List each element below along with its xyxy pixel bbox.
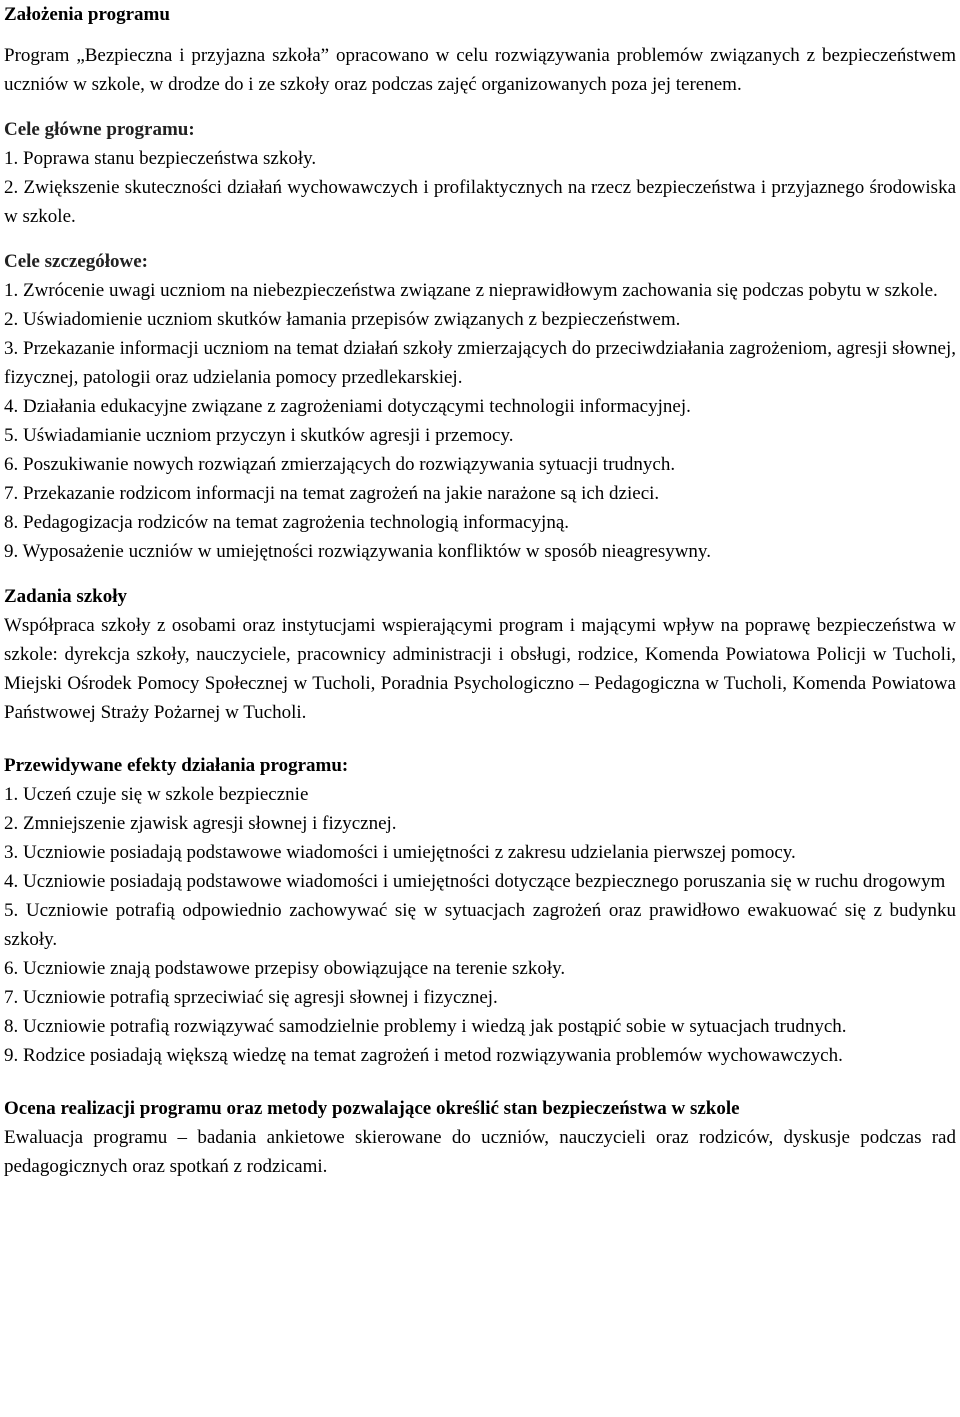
list-item: 4. Uczniowie posiadają podstawowe wiadomości i umiejętności dotyczące bezpiecznego poruszania się w ruchu drogowym [4, 871, 946, 892]
evaluation-section [4, 1094, 956, 1181]
list-item: 8. Uczniowie potrafią rozwiązywać samodzielnie problemy i wiedzą jak postąpić sobie w sytuacjach trudnych. [4, 1016, 847, 1037]
detailed-goals-section [4, 247, 956, 566]
tasks-paragraph: Współpraca szkoły z osobami oraz instytucjami wspierającymi program i mającymi wpływ na poprawę bezpieczeństwa w szkole: dyrekcja szkoły, nauczyciele, pracownicy administracji i obsługi, rodzice, Komenda Powiatowa Policji w Tucholi, Miejski Ośrodek Pomocy Społecznej w Tucholi, Poradnia Psychologiczno – Pedagogiczna w Tucholi, Komenda Powiatowa Państwowej Straży Pożarnej w Tucholi. [4, 615, 956, 723]
list-item: 9. Rodzice posiadają większą wiedzę na temat zagrożeń i metod rozwiązywania problemów wychowawczych. [4, 1045, 843, 1066]
page-title: Założenia programu [4, 4, 170, 25]
main-goals-section [4, 115, 956, 231]
detailed-goals-heading: Cele szczegółowe: [4, 251, 149, 272]
list-item: 6. Uczniowie znają podstawowe przepisy obowiązujące na terenie szkoły. [4, 958, 566, 979]
main-goals-heading: Cele główne programu: [4, 119, 195, 140]
list-item: 4. Działania edukacyjne związane z zagrożeniami dotyczącymi technologii informacyjnej. [4, 396, 691, 417]
intro-paragraph: Program „Bezpieczna i przyjazna szkoła” opracowano w celu rozwiązywania problemów związanych z bezpieczeństwem uczniów w szkole, w drodze do i ze szkoły oraz podczas zajęć organizowanych poza jej terenem. [4, 45, 956, 95]
evaluation-paragraph: Ewaluacja programu – badania ankietowe skierowane do uczniów, nauczycieli oraz rodziców, dyskusje podczas rad pedagogicznych oraz spotkań z rodzicami. [4, 1127, 956, 1177]
list-item: 5. Uczniowie potrafią odpowiednio zachowywać się w sytuacjach zagrożeń oraz prawidłowo ewakuować się z budynku szkoły. [4, 900, 956, 950]
list-item: 5. Uświadamianie uczniom przyczyn i skutków agresji i przemocy. [4, 425, 514, 446]
evaluation-heading: Ocena realizacji programu oraz metody pozwalające określić stan bezpieczeństwa w szkole [4, 1098, 740, 1119]
list-item: 2. Uświadomienie uczniom skutków łamania przepisów związanych z bezpieczeństwem. [4, 309, 681, 330]
list-item: 1. Uczeń czuje się w szkole bezpiecznie [4, 784, 309, 805]
tasks-heading: Zadania szkoły [4, 586, 128, 607]
list-item: 1. Zwrócenie uwagi uczniom na niebezpieczeństwa związane z nieprawidłowym zachowania się podczas pobytu w szkole. [4, 280, 938, 301]
list-item: 3. Przekazanie informacji uczniom na temat działań szkoły zmierzających do przeciwdziałania zagrożeniom, agresji słownej, fizycznej, patologii oraz udzielania pomocy przedlekarskiej. [4, 338, 956, 388]
list-item: 2. Zmniejszenie zjawisk agresji słownej i fizycznej. [4, 813, 397, 834]
list-item: 2. Zwiększenie skuteczności działań wychowawczych i profilaktycznych na rzecz bezpieczeństwa i przyjaznego środowiska w szkole. [4, 177, 956, 227]
list-item: 7. Przekazanie rodzicom informacji na temat zagrożeń na jakie narażone są ich dzieci. [4, 483, 660, 504]
list-item: 8. Pedagogizacja rodziców na temat zagrożenia technologią informacyjną. [4, 512, 569, 533]
effects-section [4, 751, 956, 1070]
list-item: 1. Poprawa stanu bezpieczeństwa szkoły. [4, 148, 317, 169]
effects-heading: Przewidywane efekty działania programu: [4, 755, 349, 776]
list-item: 7. Uczniowie potrafią sprzeciwiać się agresji słownej i fizycznej. [4, 987, 498, 1008]
list-item: 9. Wyposażenie uczniów w umiejętności rozwiązywania konfliktów w sposób nieagresywny. [4, 541, 711, 562]
list-item: 3. Uczniowie posiadają podstawowe wiadomości i umiejętności z zakresu udzielania pierwszej pomocy. [4, 842, 796, 863]
tasks-section [4, 582, 956, 727]
list-item: 6. Poszukiwanie nowych rozwiązań zmierzających do rozwiązywania sytuacji trudnych. [4, 454, 676, 475]
